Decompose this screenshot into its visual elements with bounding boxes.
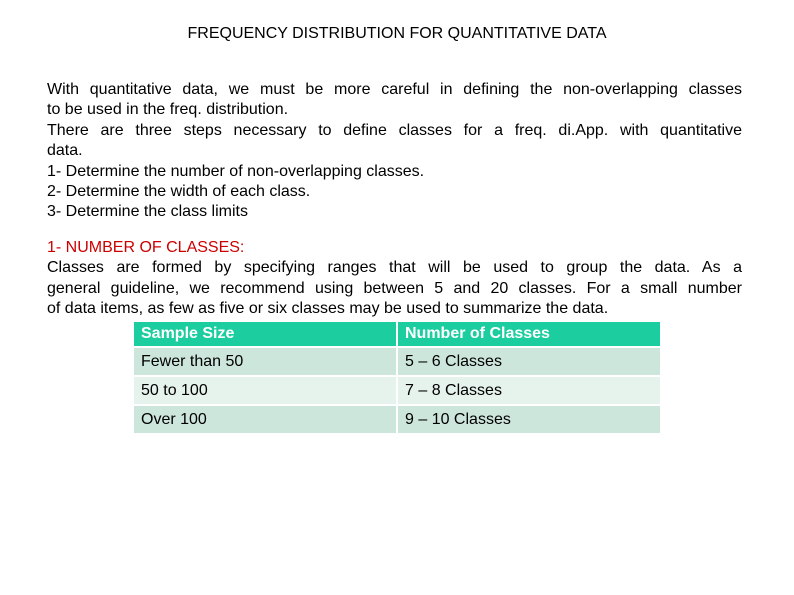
table-cell: 7 – 8 Classes (398, 377, 660, 404)
page-title: FREQUENCY DISTRIBUTION FOR QUANTITATIVE DATA (187, 25, 607, 42)
intro-line: data. (47, 142, 83, 160)
table-header-row (134, 322, 660, 346)
table-row (134, 377, 660, 404)
table-cell: 5 – 6 Classes (398, 348, 660, 375)
intro-paragraph (47, 80, 742, 223)
section-line: general guideline, we recommend using between 5 and 20 classes. For a small number (47, 279, 742, 297)
table-cell: 9 – 10 Classes (398, 406, 660, 433)
intro-line: to be used in the freq. distribution. (47, 101, 289, 119)
table-row (134, 406, 660, 433)
classes-table (132, 320, 662, 435)
step-2-text: 2- Determine the width of each class. (47, 183, 311, 201)
intro-line: There are three steps necessary to define classes for a freq. di.App. with quantitative (47, 121, 742, 139)
section-line: of data items, as few as five or six classes may be used to summarize the data. (47, 300, 609, 318)
table-cell: Over 100 (134, 406, 396, 433)
number-of-classes-section (47, 238, 742, 320)
table-cell: 50 to 100 (134, 377, 396, 404)
header-number-of-classes: Number of Classes (398, 322, 660, 346)
step-1-text: 1- Determine the number of non-overlapping classes. (47, 162, 425, 180)
section-line: Classes are formed by specifying ranges that will be used to group the data. As a (47, 259, 742, 277)
step-3-text: 3- Determine the class limits (47, 203, 248, 221)
intro-line: With quantitative data, we must be more careful in defining the non-overlapping classes (47, 81, 742, 98)
table-cell: Fewer than 50 (134, 348, 396, 375)
section-heading: 1- NUMBER OF CLASSES: (47, 239, 245, 256)
table-row (134, 348, 660, 375)
header-sample-size: Sample Size (134, 322, 396, 346)
